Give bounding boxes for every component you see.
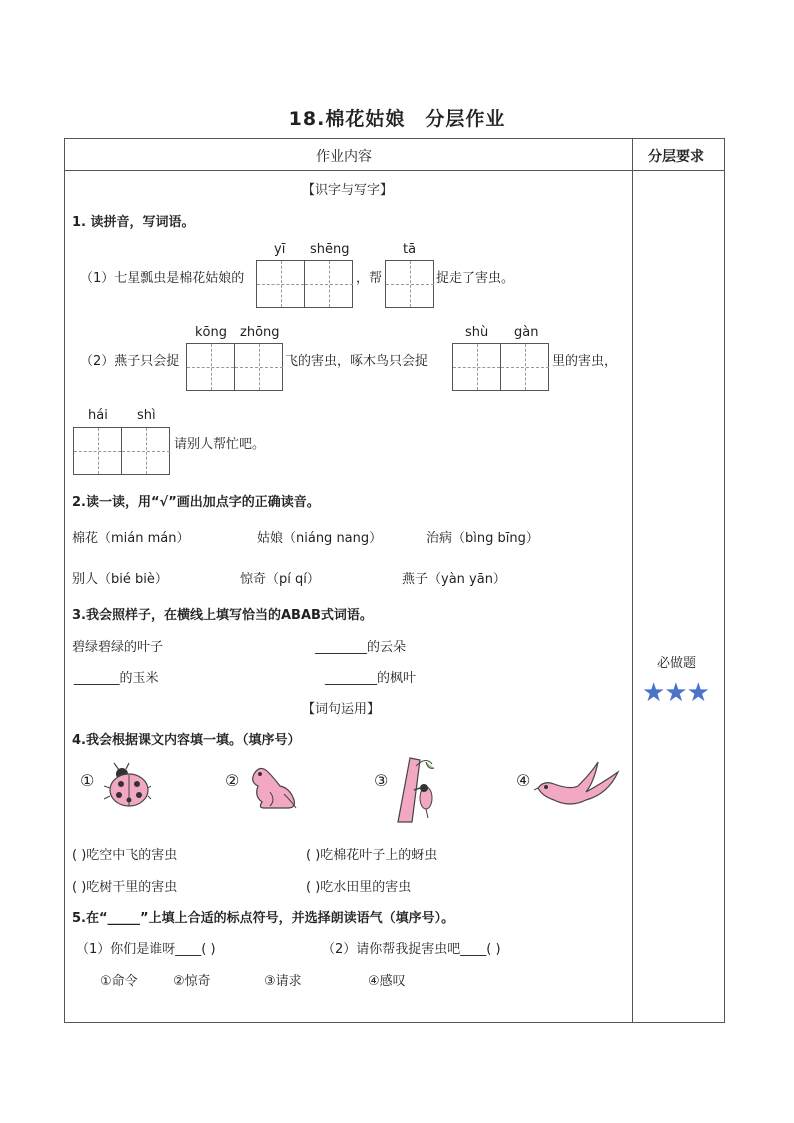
header-divider [65,170,724,171]
pinyin-yi: yī [274,242,286,257]
q2-item-5: 惊奇（pí qí） [240,572,320,587]
q5-option-1: ①命令 [100,974,138,989]
pinyin-zhong: zhōng [240,325,280,340]
requirement-label: 必做题 [657,656,697,671]
q1-s2-mid: 飞的害虫，啄木鸟只会捉 [285,354,429,369]
q5-sentence-1[interactable]: （1）你们是谁呀____( ) [76,942,216,957]
header-requirement: 分层要求 [648,149,704,165]
ladybug-icon [102,762,152,810]
star-rating: ★★★ [642,678,709,708]
pinyin-ta: tā [403,242,417,257]
picture-number-2: ② [225,771,240,790]
writing-grid-yisheng[interactable] [256,260,353,308]
q5-option-2: ②惊奇 [173,974,211,989]
q4-title: 4.我会根据课文内容填一填。（填序号） [72,733,301,748]
pinyin-shi: shì [137,408,156,423]
pinyin-sheng: shēng [310,242,350,257]
q4-answer-4[interactable]: ( )吃水田里的害虫 [306,880,412,895]
q1-s3-after: 请别人帮忙吧。 [174,437,266,452]
q3-example: 碧绿碧绿的叶子 [72,640,164,655]
q3-blank-3[interactable]: ________的枫叶 [325,671,417,686]
q2-item-6: 燕子（yàn yān） [402,572,506,587]
q2-item-3: 治病（bìng bīng） [426,531,539,546]
q1-title: 1. 读拼音，写词语。 [72,215,195,230]
woodpecker-tree-icon [388,754,440,824]
writing-grid-kongzhong[interactable] [186,343,283,391]
picture-number-4: ④ [516,771,531,790]
q1-s1-before: （1）七星瓢虫是棉花姑娘的 [80,271,245,286]
q1-s2-after: 里的害虫， [552,354,618,369]
writing-grid-shugan[interactable] [452,343,549,391]
q1-s1-after: 捉走了害虫。 [436,271,515,286]
page-title: 18.棉花姑娘 分层作业 [288,108,506,130]
q4-answer-2[interactable]: ( )吃棉花叶子上的蚜虫 [306,848,438,863]
pinyin-gan: gàn [514,325,539,340]
pinyin-hai: hái [88,408,108,423]
section-title-literacy: 【识字与写字】 [302,183,394,198]
section-title-usage: 【词句运用】 [302,702,381,717]
q2-item-4: 别人（bié biè） [72,572,168,587]
pinyin-shu: shù [465,325,489,340]
swallow-icon [534,760,620,814]
q1-s1-mid: ，帮 [356,271,383,286]
q2-title: 2.读一读，用“√”画出加点字的正确读音。 [72,495,320,510]
q3-blank-2[interactable]: _______的玉米 [74,671,159,686]
q2-item-2: 姑娘（niáng nang） [257,531,383,546]
q3-title: 3.我会照样子，在横线上填写恰当的ABAB式词语。 [72,608,373,623]
writing-grid-ta[interactable] [385,260,434,308]
q3-blank-1[interactable]: ________的云朵 [315,640,407,655]
q5-option-4: ④感叹 [368,974,406,989]
frog-icon [244,762,300,812]
q4-answer-3[interactable]: ( )吃树干里的害虫 [72,880,178,895]
q5-title: 5.在“_____”上填上合适的标点符号，并选择朗读语气（填序号）。 [72,911,455,926]
q2-item-1: 棉花（mián mán） [72,531,190,546]
q5-option-3: ③请求 [264,974,302,989]
pinyin-kong: kōng [195,325,227,340]
column-divider [632,139,633,1022]
picture-number-1: ① [80,771,95,790]
q5-sentence-2[interactable]: （2）请你帮我捉害虫吧____( ) [322,942,501,957]
picture-number-3: ③ [374,771,389,790]
q1-s2-before: （2）燕子只会捉 [80,354,180,369]
writing-grid-haishi[interactable] [73,427,170,475]
q4-answer-1[interactable]: ( )吃空中飞的害虫 [72,848,178,863]
header-content: 作业内容 [316,149,372,165]
